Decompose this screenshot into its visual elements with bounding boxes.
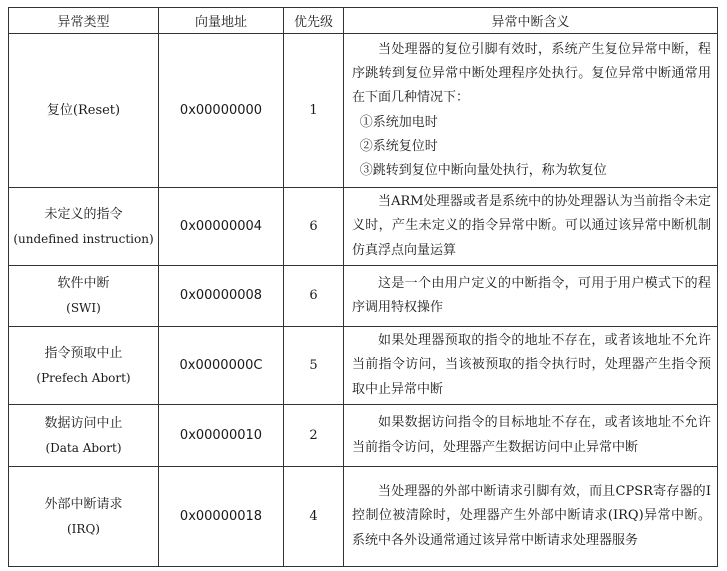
- exception-type-cell: [9, 327, 159, 405]
- meaning-text: 如果处理器预取的指令的地址不存在，或者该地址不允许当前指令访问，当该被预取的指令执行时，处理器产生指令预取中止异常中断: [352, 333, 711, 397]
- meaning-cell: [344, 405, 718, 467]
- meaning-text: 当ARM处理器或者是系统中的协处理器认为当前指令未定义时，产生未定义的指令异常中断。可以通过该异常中断机制仿真浮点向量运算: [352, 194, 711, 258]
- meaning-cell: [344, 266, 718, 327]
- exception-table-container: [8, 7, 718, 567]
- table-row: [9, 467, 718, 567]
- list-item: ③跳转到复位中断向量处执行，称为软复位: [359, 163, 607, 179]
- table-row: [9, 405, 718, 467]
- table-row: [9, 266, 718, 327]
- priority-cell: 2: [284, 405, 344, 467]
- exception-type-name: 复位(Reset): [46, 102, 121, 118]
- vector-address-cell: 0x00000010: [159, 405, 284, 467]
- vector-address-cell: 0x00000018: [159, 467, 284, 567]
- priority-cell: 1: [284, 34, 344, 188]
- meaning-cell: [344, 34, 718, 188]
- vector-address-cell: 0x00000004: [159, 188, 284, 266]
- header-vector-address: 向量地址: [159, 8, 284, 34]
- exception-type-cell: [9, 405, 159, 467]
- header-row: [9, 8, 718, 34]
- priority-cell: 6: [284, 266, 344, 327]
- exception-type-name: 指令预取中止: [44, 345, 123, 361]
- exception-type-name: 数据访问中止: [44, 415, 123, 431]
- priority-cell: 5: [284, 327, 344, 405]
- exception-type-cell: [9, 188, 159, 266]
- exception-type-name: 外部中断请求: [44, 496, 123, 512]
- meaning-text: 如果数据访问指令的目标地址不存在，或者该地址不允许当前指令访问，处理器产生数据访问中止异常中断: [352, 415, 711, 455]
- exception-type-english: (Prefech Abort): [36, 370, 131, 385]
- header-meaning: 异常中断含义: [344, 8, 718, 34]
- exception-type-english: (SWI): [66, 301, 101, 315]
- exception-type-cell: [9, 34, 159, 188]
- exception-type-cell: [9, 266, 159, 327]
- list-item: ②系统复位时: [359, 138, 438, 154]
- exception-type-cell: [9, 467, 159, 567]
- exception-type-english: (IRQ): [67, 521, 100, 536]
- table-row: [9, 34, 718, 188]
- exception-type-english: (Data Abort): [45, 440, 122, 455]
- table-row: [9, 327, 718, 405]
- meaning-cell: [344, 467, 718, 567]
- meaning-text: 当处理器的复位引脚有效时，系统产生复位异常中断，程序跳转到复位异常中断处理程序处执行。复位异常中断通常用在下面几种情况下：: [352, 41, 711, 106]
- meaning-cell: [344, 188, 718, 266]
- vector-address-cell: 0x00000000: [159, 34, 284, 188]
- exception-type-name: 软件中断: [57, 276, 110, 291]
- meaning-text: 这是一个由用户定义的中断指令，可用于用户模式下的程序调用特权操作: [352, 275, 711, 315]
- list-item: ①系统加电时: [359, 114, 438, 130]
- priority-cell: 4: [284, 467, 344, 567]
- vector-address-cell: 0x00000008: [159, 266, 284, 327]
- meaning-text: 当处理器的外部中断请求引脚有效，而且CPSR寄存器的I控制位被清除时，处理器产生外部中断请求(IRQ)异常中断。系统中各外设通常通过该异常中断请求处理器服务: [352, 484, 711, 548]
- header-exception-type: 异常类型: [9, 8, 159, 34]
- meaning-cell: [344, 327, 718, 405]
- exception-type-english: (undefined instruction): [13, 231, 154, 246]
- exception-table: [8, 7, 718, 567]
- vector-address-cell: 0x0000000C: [159, 327, 284, 405]
- table-row: [9, 188, 718, 266]
- exception-type-name: 未定义的指令: [44, 206, 123, 222]
- priority-cell: 6: [284, 188, 344, 266]
- header-priority: 优先级: [284, 8, 344, 34]
